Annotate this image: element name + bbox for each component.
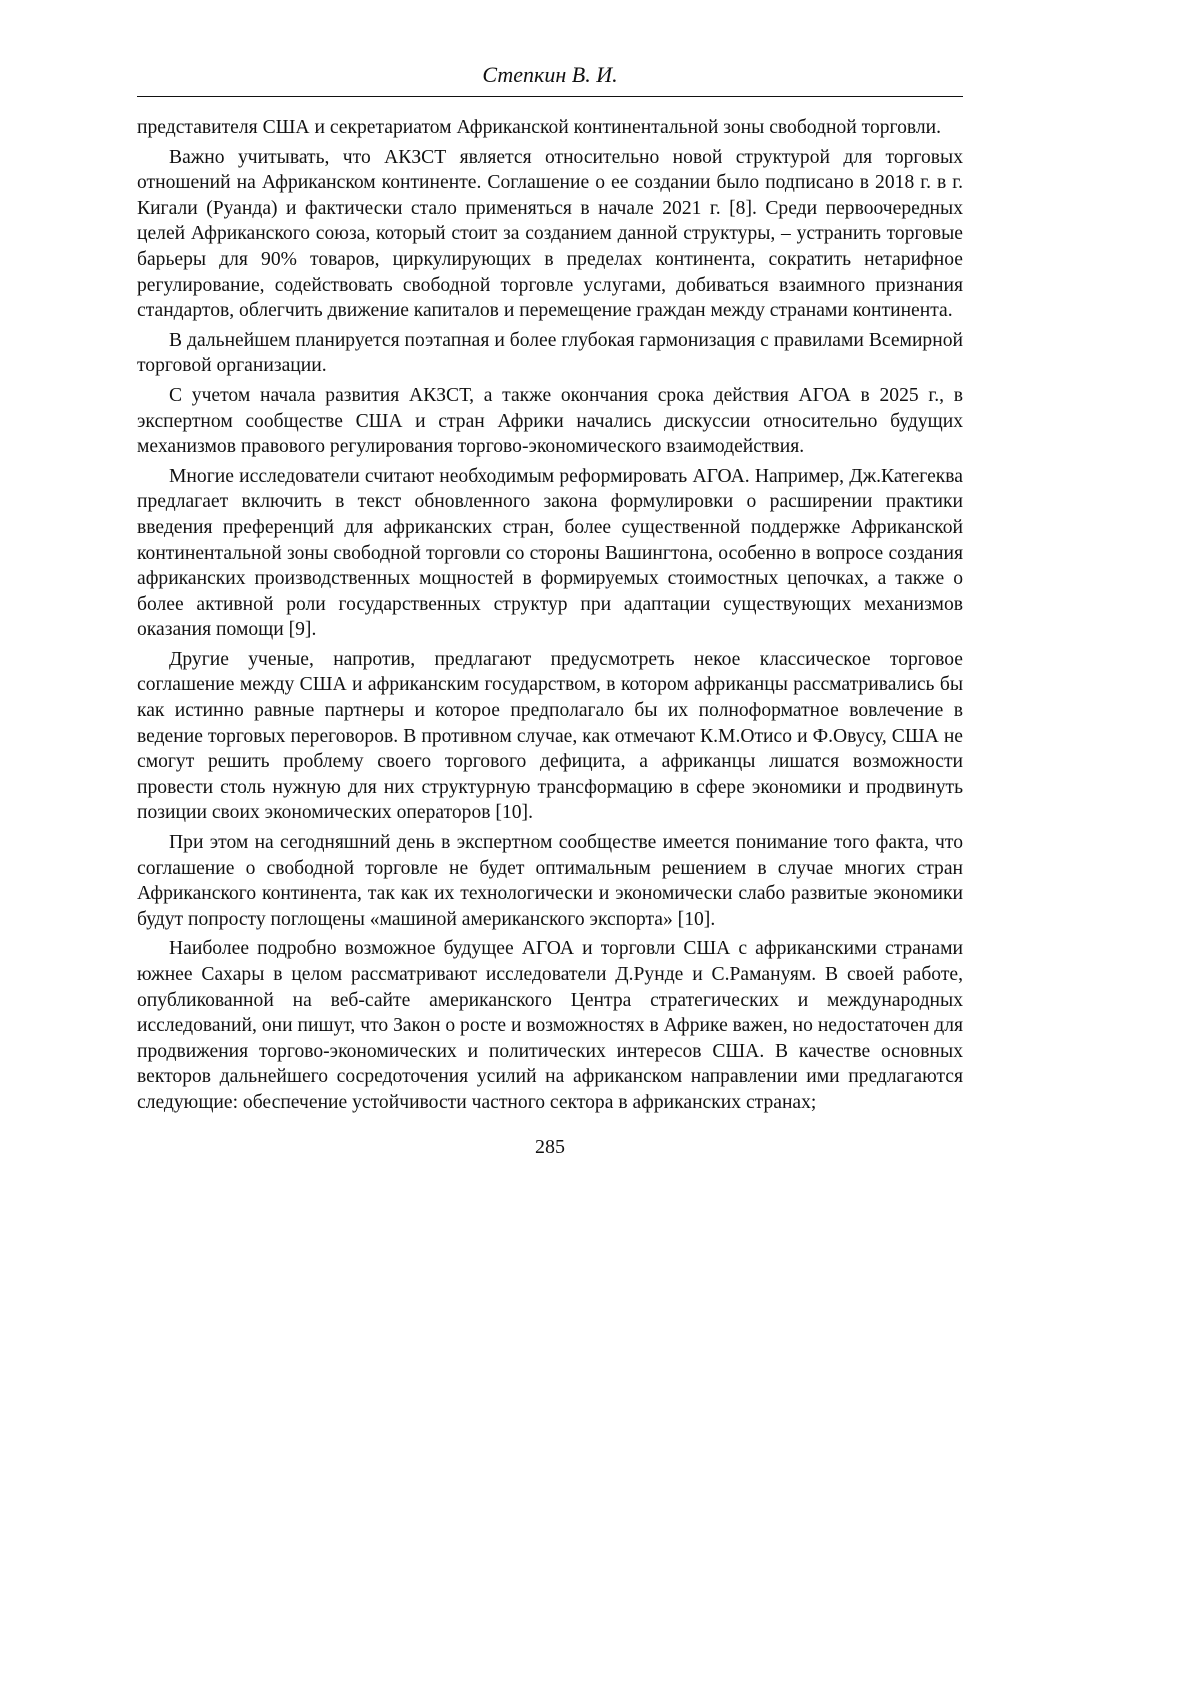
paragraph: Другие ученые, напротив, предлагают предусмотреть некое классическое торговое соглашение между США и африканским государством, в котором африканцы рассматривались бы как истинно равные партнеры и которое предполагало бы их полноформатное вовлечение в ведение торговых переговоров. В противном случае, как отмечают К.М.Отисо и Ф.Овусу, США не смогут решить проблему своего торгового дефицита, а африканцы лишатся возможности провести столь нужную для них структурную трансформацию в сфере экономики и продвинуть позиции своих экономических операторов [10]. (137, 647, 963, 826)
running-header-author: Степкин В. И. (137, 60, 963, 97)
paragraph: Многие исследователи считают необходимым реформировать АГОА. Например, Дж.Категеква предлагает включить в текст обновленного закона формулировки о расширении практики введения преференций для африканских стран, более существенной поддержке Африканской континентальной зоны свободной торговли со стороны Вашингтона, особенно в вопросе создания африканских производственных мощностей в формируемых стоимостных цепочках, а также о более активной роли государственных структур при адаптации существующих механизмов оказания помощи [9]. (137, 464, 963, 643)
document-page (137, 60, 963, 1160)
body-text (137, 115, 963, 1116)
paragraph: Важно учитывать, что АКЗСТ является относительно новой структурой для торговых отношений на Африканском континенте. Соглашение о ее создании было подписано в 2018 г. в г. Кигали (Руанда) и фактически стало применяться в начале 2021 г. [8]. Среди первоочередных целей Африканского союза, который стоит за созданием данной структуры, – устранить торговые барьеры для 90% товаров, циркулирующих в пределах континента, сократить нетарифное регулирование, содействовать свободной торговле услугами, добиваться взаимного признания стандартов, облегчить движение капиталов и перемещение граждан между странами континента. (137, 145, 963, 324)
paragraph: С учетом начала развития АКЗСТ, а также окончания срока действия АГОА в 2025 г., в экспертном сообществе США и стран Африки начались дискуссии относительно будущих механизмов правового регулирования торгово-экономического взаимодействия. (137, 383, 963, 460)
paragraph: Наиболее подробно возможное будущее АГОА и торговли США с африканскими странами южнее Сахары в целом рассматривают исследователи Д.Рунде и С.Рамануям. В своей работе, опубликованной на веб-сайте американского Центра стратегических и международных исследований, они пишут, что Закон о росте и возможностях в Африке важен, но недостаточен для продвижения торгово-экономических и политических интересов США. В качестве основных векторов дальнейшего сосредоточения усилий на африканском направлении ими предлагаются следующие: обеспечение устойчивости частного сектора в африканских странах; (137, 936, 963, 1115)
paragraph-continued: представителя США и секретариатом Африканской континентальной зоны свободной торговли. (137, 115, 963, 141)
page-number: 285 (137, 1134, 963, 1160)
paragraph: При этом на сегодняшний день в экспертном сообществе имеется понимание того факта, что соглашение о свободной торговле не будет оптимальным решением в случае многих стран Африканского континента, так как их технологически и экономически слабо развитые экономики будут попросту поглощены «машиной американского экспорта» [10]. (137, 830, 963, 932)
paragraph: В дальнейшем планируется поэтапная и более глубокая гармонизация с правилами Всемирной торговой организации. (137, 328, 963, 379)
